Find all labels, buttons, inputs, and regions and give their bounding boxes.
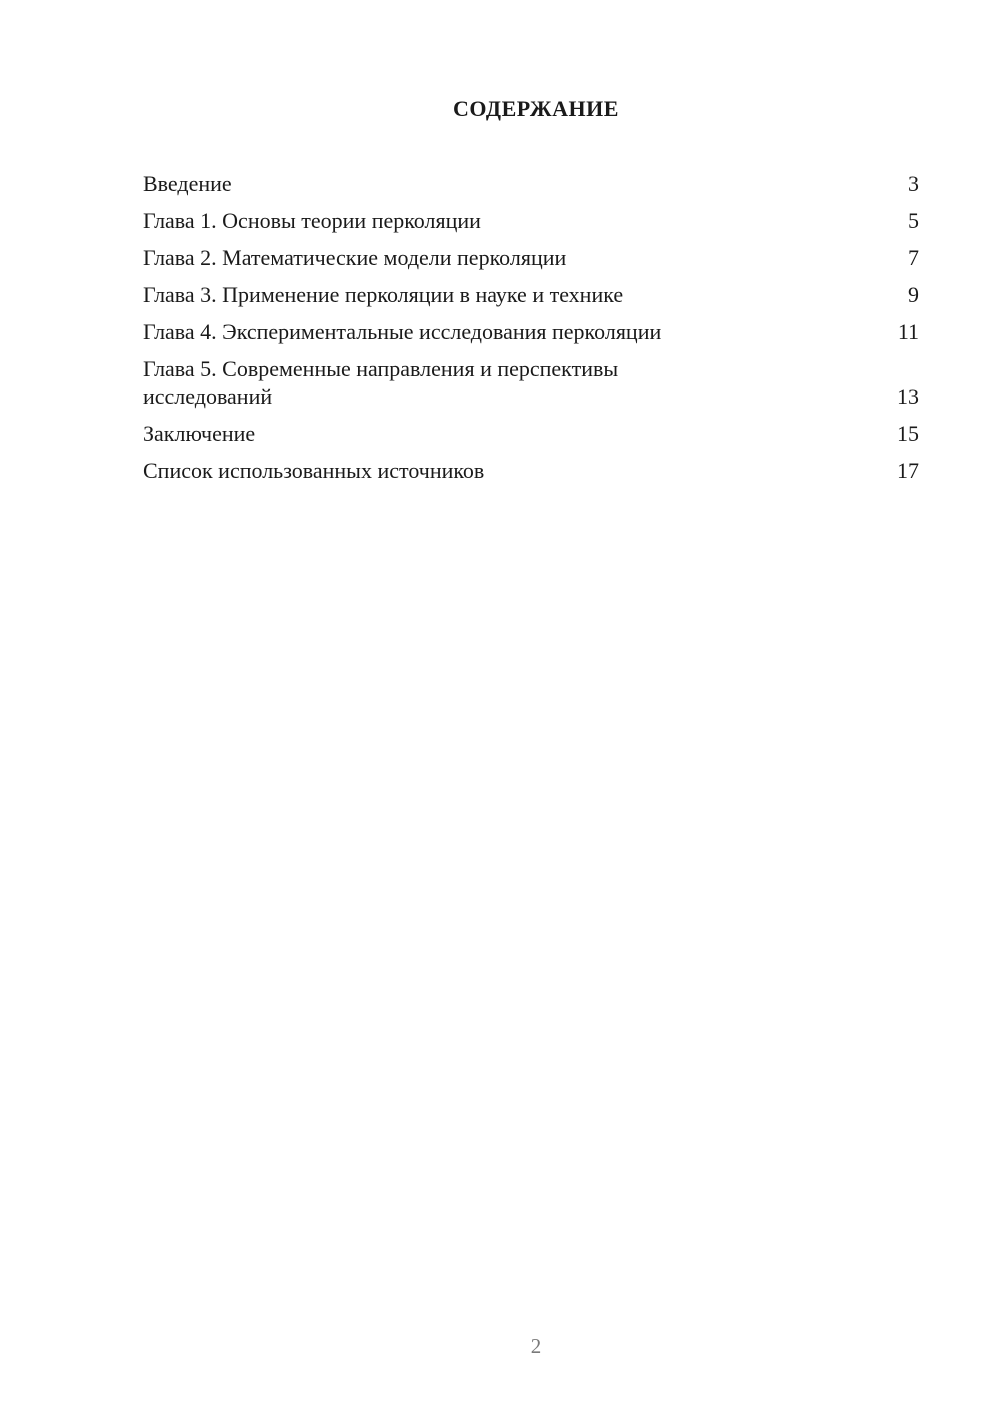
toc-entry-page: 9 xyxy=(908,282,919,307)
toc-entry-page: 7 xyxy=(908,245,919,270)
table-of-contents xyxy=(143,170,919,494)
toc-entry-chapter-2[interactable] xyxy=(143,244,919,272)
toc-entry-page: 5 xyxy=(908,208,919,233)
toc-entry-label: Заключение xyxy=(143,421,256,446)
toc-entry-chapter-3[interactable] xyxy=(143,281,919,309)
toc-entry-label: Глава 4. Экспериментальные исследования перколяции xyxy=(143,319,662,344)
toc-entry-label: Список использованных источников xyxy=(143,458,485,483)
page-number: 2 xyxy=(530,1334,542,1358)
toc-entry-page: 17 xyxy=(897,458,919,483)
toc-entry-references[interactable] xyxy=(143,457,919,485)
toc-entry-label: Введение xyxy=(143,171,232,196)
toc-entry-chapter-1[interactable] xyxy=(143,207,919,235)
toc-entry-chapter-4[interactable] xyxy=(143,318,919,346)
toc-entry-conclusion[interactable] xyxy=(143,420,919,448)
toc-entry-label: Глава 5. Современные направления и перспективы исследований xyxy=(143,356,619,409)
toc-entry-label: Глава 3. Применение перколяции в науке и технике xyxy=(143,282,624,307)
toc-entry-chapter-5[interactable] xyxy=(143,355,919,411)
toc-entry-label: Глава 1. Основы теории перколяции xyxy=(143,208,481,233)
toc-entry-page: 11 xyxy=(897,319,919,344)
toc-entry-introduction[interactable] xyxy=(143,170,919,198)
toc-entry-page: 3 xyxy=(908,171,919,196)
toc-entry-page: 13 xyxy=(897,384,919,409)
toc-title: СОДЕРЖАНИЕ xyxy=(453,96,619,121)
toc-entry-page: 15 xyxy=(897,421,919,446)
toc-entry-label: Глава 2. Математические модели перколяции xyxy=(143,245,567,270)
